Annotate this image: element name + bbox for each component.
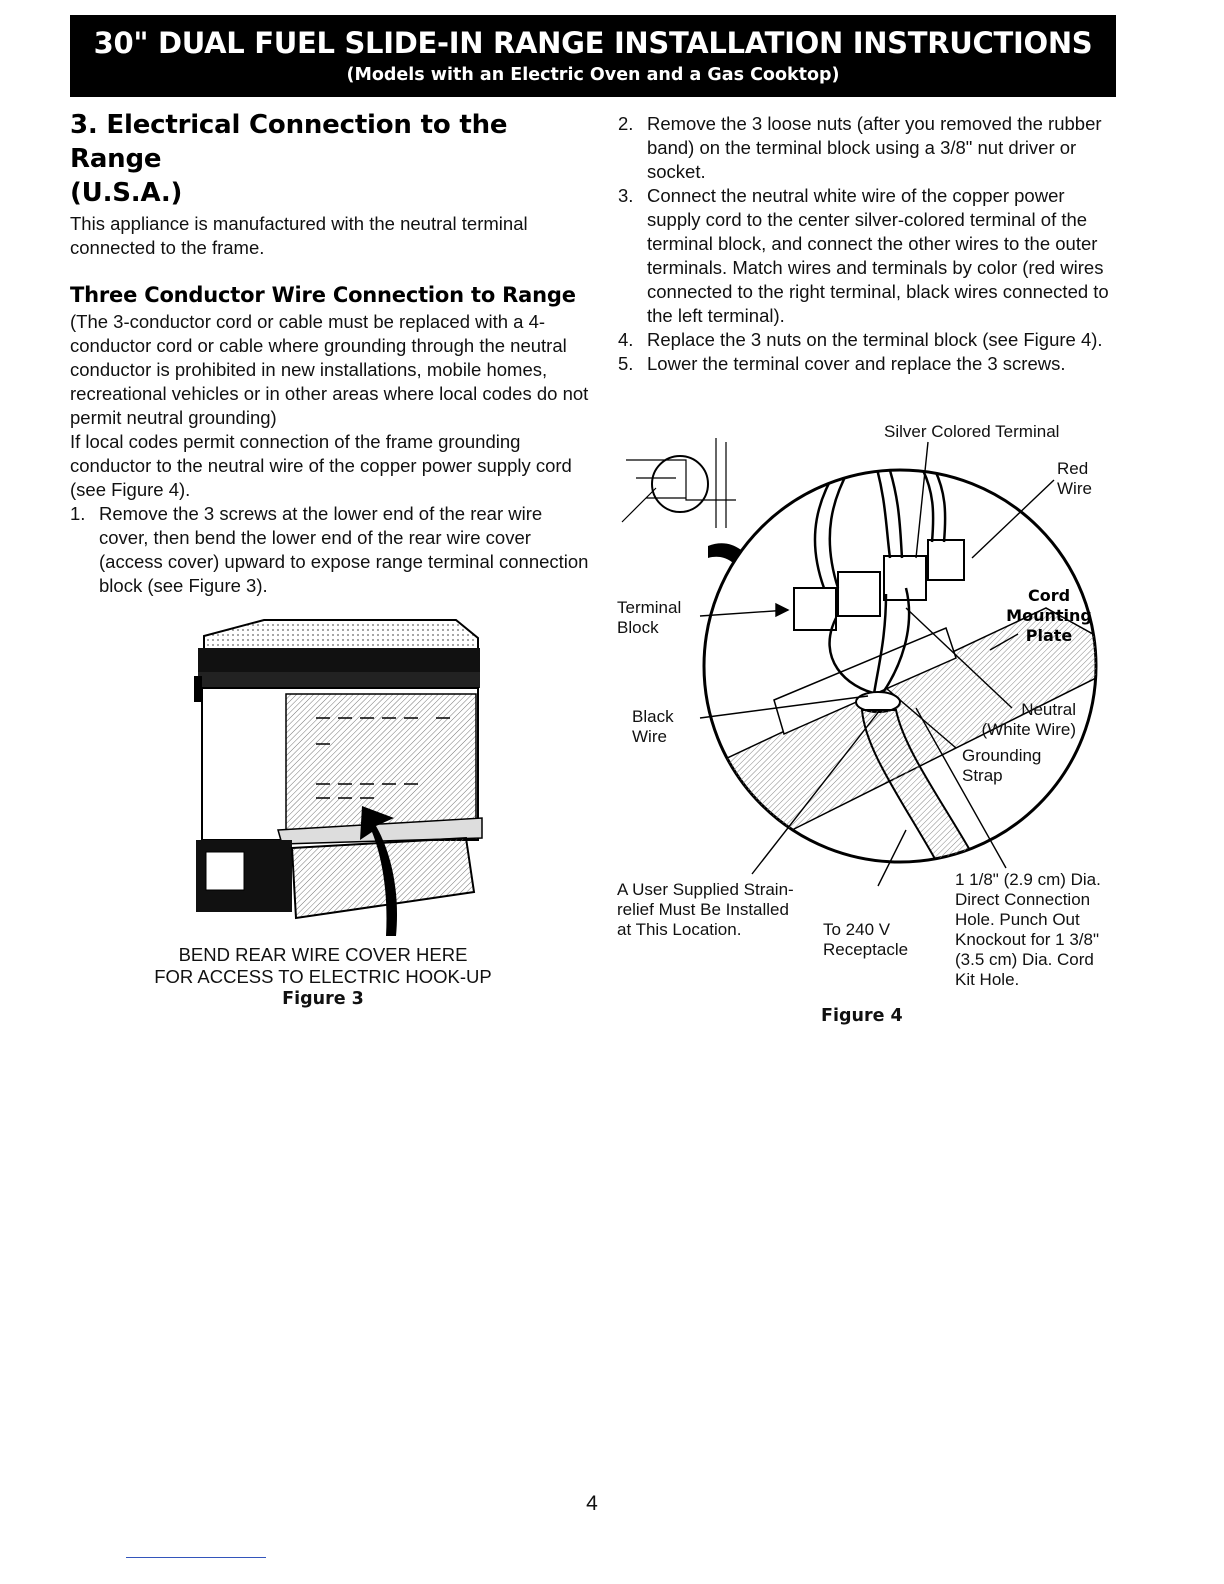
steps-list-right: [618, 112, 1118, 376]
label-neutral-line1: Neutral: [1021, 700, 1076, 719]
step-text: Remove the 3 screws at the lower end of the rear wire cover, then bend the lower end of the rear wire cover (access cover) upward to expose range terminal connection block (see Figure 3).: [99, 503, 589, 596]
step-text: Remove the 3 loose nuts (after you removed the rubber band) on the terminal block using a 3/8" nut driver or socket.: [647, 113, 1102, 182]
figure-3-range-illustration: [186, 618, 486, 940]
step-number: 4.: [618, 329, 634, 350]
step-number: 2.: [618, 113, 634, 134]
label-hole-line4: Knockout for 1 3/8": [955, 930, 1100, 949]
label-strain-line2: relief Must Be Installed: [617, 900, 789, 919]
label-cord-line1: Cord: [1027, 586, 1071, 605]
header-banner: [70, 15, 1116, 97]
label-grounding-strap: [962, 746, 1041, 786]
step-item: [618, 328, 1118, 352]
step-text: Lower the terminal cover and replace the 3 screws.: [647, 353, 1066, 374]
label-hole-line3: Hole. Punch Out: [955, 910, 1080, 929]
label-red-wire-line1: Red: [1057, 459, 1089, 478]
label-red-wire-line2: Wire: [1057, 479, 1092, 498]
step-item: [618, 352, 1118, 376]
label-cord-line3: Plate: [1025, 626, 1073, 645]
step-item: [618, 112, 1118, 184]
label-red-wire: [1057, 459, 1092, 499]
step-number: 5.: [618, 353, 634, 374]
step-text: Connect the neutral white wire of the copper power supply cord to the center silver-colored terminal of the terminal block, and connect the other wires to the outer terminals. Match wires and terminals by color (red wires connected to the right terminal, black wires connected to the left terminal).: [647, 185, 1109, 326]
step-item: [618, 184, 1118, 328]
label-silver-terminal: Silver Colored Terminal: [884, 422, 1060, 441]
footer-rule: [126, 1557, 266, 1558]
figure-4-terminal-block-illustration: [616, 418, 1120, 898]
section-heading-line1: 3. Electrical Connection to the Range: [70, 110, 508, 174]
label-strain-line1: A User Supplied Strain-: [617, 880, 794, 899]
section-heading-line2: (U.S.A.): [70, 178, 183, 208]
label-neutral-line2: (White Wire): [981, 720, 1076, 739]
label-black-wire-line1: Black: [632, 707, 674, 726]
label-black-wire-line2: Wire: [632, 727, 667, 746]
warning-paragraph: (The 3-conductor cord or cable must be replaced with a 4-conductor cord or cable where grounding through the neutral conductor is prohibited in new installations, mobile homes, recreational vehicles or in other areas where local codes do not permit neutral grounding): [70, 311, 589, 428]
label-terminal-block: [617, 598, 681, 638]
steps-list-left: [70, 502, 590, 598]
label-receptacle-line2: Receptacle: [823, 940, 909, 959]
figure-3-caption-line2: FOR ACCESS TO ELECTRIC HOOK-UP: [154, 966, 492, 987]
figure-3-label: Figure 3: [282, 989, 364, 1009]
step-number: 1.: [70, 503, 86, 524]
step-item: [70, 502, 590, 598]
label-cord-mounting-plate: [1004, 586, 1094, 646]
label-grounding-line2: Strap: [962, 766, 1003, 785]
label-terminal-block-line1: Terminal: [617, 598, 682, 617]
label-receptacle: [823, 920, 908, 960]
grounding-paragraph: If local codes permit connection of the frame grounding conductor to the neutral wire of the copper power supply cord (see Figure 4).: [70, 431, 572, 500]
subheading: Three Conductor Wire Connection to Range: [70, 283, 576, 307]
label-terminal-block-line2: Block: [617, 618, 659, 637]
document-subtitle: (Models with an Electric Oven and a Gas Cooktop): [346, 65, 840, 85]
page-number: 4: [586, 1492, 598, 1515]
label-hole-line6: Kit Hole.: [955, 970, 1020, 989]
document-title: 30" DUAL FUEL SLIDE-IN RANGE INSTALLATION INSTRUCTIONS: [93, 26, 1093, 60]
figure-4-label: Figure 4: [821, 1006, 903, 1026]
section-heading: [70, 108, 590, 210]
label-cord-line2: Mounting: [1006, 606, 1092, 625]
label-hole-line2: Direct Connection: [955, 890, 1091, 909]
left-column: [70, 108, 590, 598]
figure-3-caption-line1: BEND REAR WIRE COVER HERE: [178, 944, 468, 965]
step-number: 3.: [618, 185, 634, 206]
label-hole-line5: (3.5 cm) Dia. Cord: [955, 950, 1094, 969]
label-receptacle-line1: To 240 V: [823, 920, 891, 939]
label-strain-line3: at This Location.: [617, 920, 742, 939]
figure-3-caption: [140, 944, 506, 1010]
label-grounding-line1: Grounding: [962, 746, 1042, 765]
intro-paragraph: This appliance is manufactured with the neutral terminal connected to the frame.: [70, 213, 528, 258]
label-black-wire: [632, 707, 674, 747]
right-column: [618, 112, 1118, 376]
label-neutral-wire: [978, 700, 1076, 740]
label-connection-hole: [955, 870, 1101, 990]
label-strain-relief: [617, 880, 794, 940]
label-hole-line1: 1 1/8" (2.9 cm) Dia.: [955, 870, 1101, 889]
step-text: Replace the 3 nuts on the terminal block (see Figure 4).: [647, 329, 1103, 350]
